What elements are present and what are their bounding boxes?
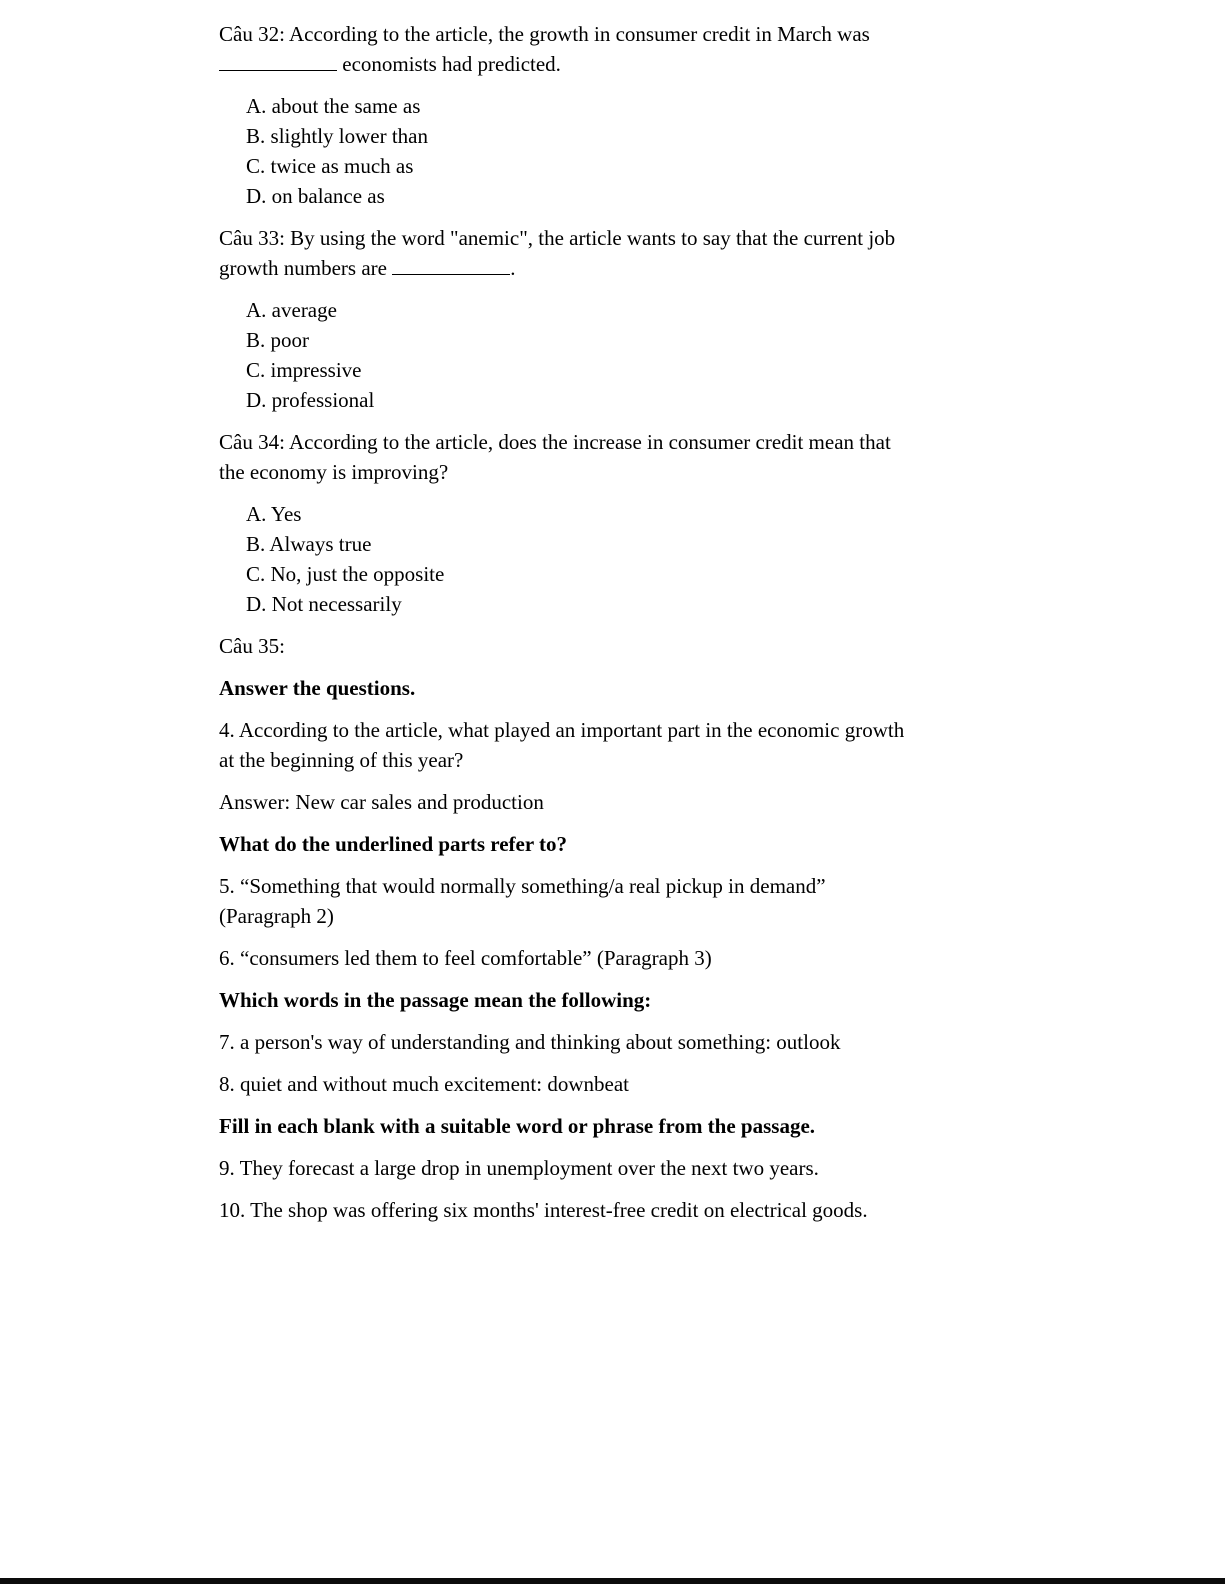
option-text: poor	[270, 328, 310, 352]
question-33-period: .	[510, 256, 516, 280]
item-5-line1: 5. “Something that would normally something/a real pickup in demand”	[219, 874, 826, 898]
option-letter: B.	[246, 124, 266, 148]
option-letter: B.	[246, 532, 266, 556]
question-33-line1	[219, 223, 1159, 253]
question-32-options	[219, 91, 1159, 211]
item-4-answer: Answer: New car sales and production	[219, 790, 544, 814]
option-33-c	[246, 355, 1159, 385]
heading-fill-blank: Fill in each blank with a suitable word or phrase from the passage.	[219, 1114, 816, 1138]
item-7: 7. a person's way of understanding and thinking about something: outlook	[219, 1030, 841, 1054]
question-34-options	[219, 499, 1159, 619]
item-9: 9. They forecast a large drop in unemployment over the next two years.	[219, 1156, 819, 1180]
option-letter: C.	[246, 358, 266, 382]
option-letter: C.	[246, 562, 266, 586]
option-32-a	[246, 91, 1159, 121]
question-34-text: According to the article, does the increase in consumer credit mean that	[289, 430, 891, 454]
question-33-text-before-blank: growth numbers are	[219, 256, 387, 280]
item-6: 6. “consumers led them to feel comfortable” (Paragraph 3)	[219, 946, 712, 970]
option-letter: A.	[246, 94, 267, 118]
question-32-label: Câu 32:	[219, 22, 285, 46]
option-letter: D.	[246, 592, 267, 616]
heading-which-words: Which words in the passage mean the following:	[219, 988, 652, 1012]
fill-blank-line	[392, 261, 510, 275]
question-32-text: According to the article, the growth in consumer credit in March was	[289, 22, 870, 46]
question-33-line2	[219, 253, 1159, 283]
option-34-a	[246, 499, 1159, 529]
question-32-text-after-blank: economists had predicted.	[342, 52, 561, 76]
item-8: 8. quiet and without much excitement: downbeat	[219, 1072, 629, 1096]
item-4	[219, 715, 1159, 775]
option-text: average	[271, 298, 337, 322]
question-33-options	[219, 295, 1159, 415]
page-break-bar	[0, 1578, 1225, 1584]
question-33-stem	[219, 223, 1159, 283]
question-32-line2	[219, 49, 1159, 79]
item-10: 10. The shop was offering six months' interest-free credit on electrical goods.	[219, 1198, 868, 1222]
option-text: about the same as	[271, 94, 421, 118]
option-text: slightly lower than	[270, 124, 428, 148]
option-32-d	[246, 181, 1159, 211]
option-text: Not necessarily	[271, 592, 402, 616]
option-text: professional	[271, 388, 375, 412]
option-33-b	[246, 325, 1159, 355]
question-32-line1	[219, 19, 1159, 49]
page-content	[219, 19, 1159, 1237]
option-34-b	[246, 529, 1159, 559]
option-text: impressive	[270, 358, 362, 382]
option-34-c	[246, 559, 1159, 589]
fill-blank-line	[219, 57, 337, 71]
question-34-label: Câu 34:	[219, 430, 285, 454]
item-4-line1: 4. According to the article, what played an important part in the economic growth	[219, 718, 905, 742]
option-33-a	[246, 295, 1159, 325]
option-text: No, just the opposite	[270, 562, 445, 586]
option-letter: A.	[246, 298, 267, 322]
option-32-c	[246, 151, 1159, 181]
option-32-b	[246, 121, 1159, 151]
item-4-line2: at the beginning of this year?	[219, 748, 464, 772]
question-34-stem	[219, 427, 1159, 487]
question-34-line2: the economy is improving?	[219, 460, 449, 484]
option-text: Always true	[269, 532, 372, 556]
question-33-label: Câu 33:	[219, 226, 285, 250]
item-5	[219, 871, 1159, 931]
question-33-text: By using the word "anemic", the article wants to say that the current job	[290, 226, 896, 250]
option-text: on balance as	[271, 184, 385, 208]
option-letter: D.	[246, 388, 267, 412]
option-34-d	[246, 589, 1159, 619]
heading-answer-the-questions: Answer the questions.	[219, 676, 416, 700]
heading-underlined-parts: What do the underlined parts refer to?	[219, 832, 568, 856]
option-text: twice as much as	[270, 154, 414, 178]
item-5-line2: (Paragraph 2)	[219, 904, 334, 928]
option-letter: D.	[246, 184, 267, 208]
option-letter: A.	[246, 502, 267, 526]
option-text: Yes	[270, 502, 302, 526]
question-32-stem	[219, 19, 1159, 79]
question-34-line1	[219, 427, 1159, 457]
option-letter: C.	[246, 154, 266, 178]
option-letter: B.	[246, 328, 266, 352]
option-33-d	[246, 385, 1159, 415]
question-35-label: Câu 35:	[219, 634, 285, 658]
